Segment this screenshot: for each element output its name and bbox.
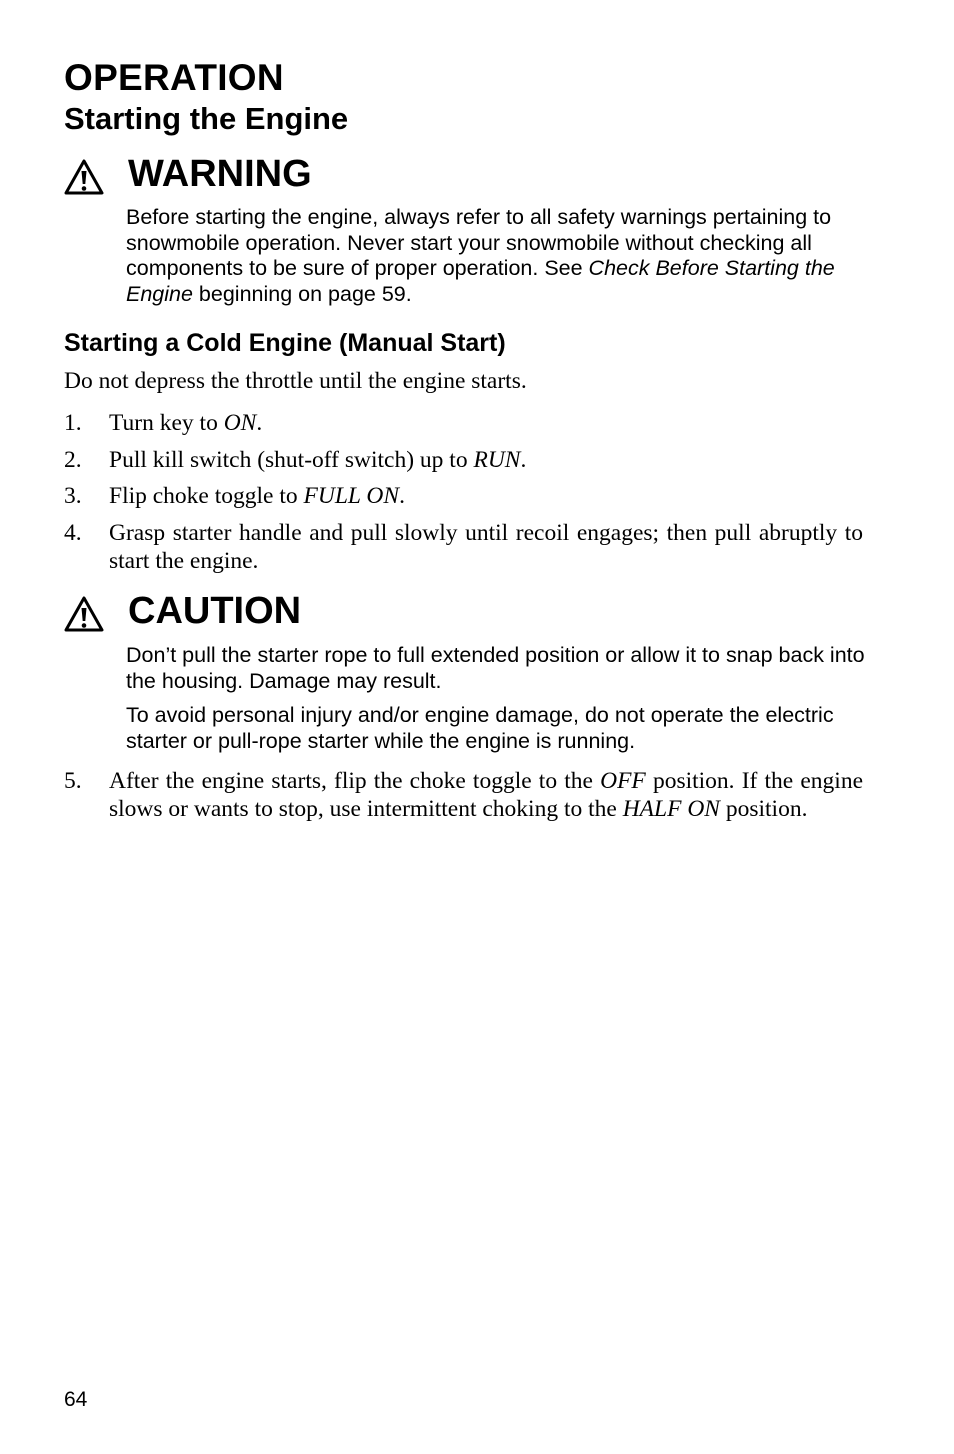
warning-reference: Check Before Starting the Engine: [126, 256, 835, 306]
cold-start-intro: Do not depress the throttle until the engine starts.: [64, 368, 527, 394]
caution-text-2: To avoid personal injury and/or engine damage, do not operate the electric starter or pull-rope starter while the engine is running.: [126, 703, 834, 753]
caution-text-1: Don’t pull the starter rope to full extended position or allow it to snap back into the housing. Damage may result.: [126, 643, 865, 693]
warning-triangle-icon: [64, 159, 104, 195]
page-title: Starting the Engine: [64, 101, 349, 136]
cold-start-heading: Starting a Cold Engine (Manual Start): [64, 329, 506, 357]
caution-label: CAUTION: [128, 590, 302, 632]
warning-heading: [64, 152, 664, 196]
page-number: 64: [64, 1388, 88, 1411]
section-title: OPERATION: [64, 57, 284, 98]
warning-text: Before starting the engine, always refer to all safety warnings pertaining to snowmobile operation. Never start your snowmobile without checking all components to be sure of proper operation. See Check Before Starting the Engine beginning on page 59.: [126, 205, 835, 306]
caution-triangle-icon: [64, 596, 104, 632]
caution-heading: [64, 589, 664, 633]
warning-label: WARNING: [128, 153, 312, 195]
